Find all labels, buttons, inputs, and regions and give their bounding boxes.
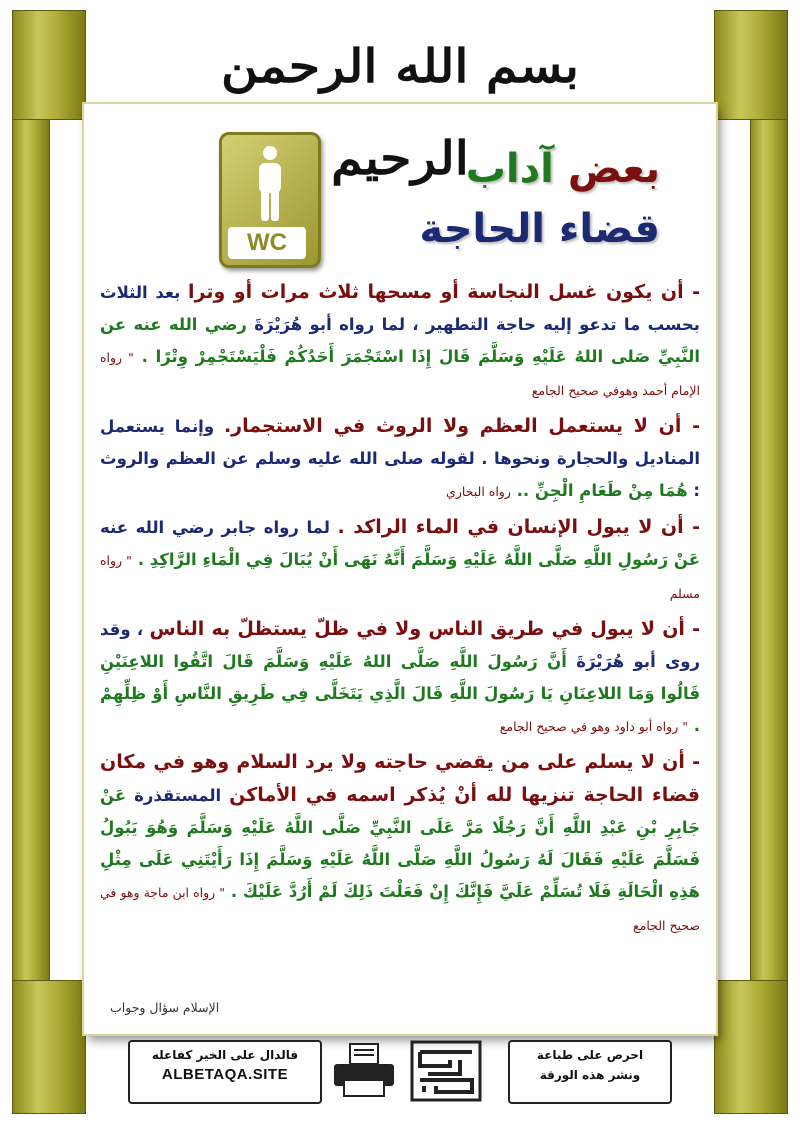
- wc-label: WC: [228, 227, 306, 259]
- footer-bar: [128, 1040, 672, 1102]
- frame-right-bottom: [714, 980, 788, 1114]
- item-citation: " رواه ابن ماجة وهو في صحيح الجامع: [100, 885, 700, 933]
- page-title-line1: [466, 146, 660, 192]
- title-word-baad: بعض: [567, 146, 660, 192]
- list-item: [100, 613, 700, 743]
- item-body: بعد الثلاث بحسب ما تدعو إليه حاجة التطهير ، لما رواه أبو هُرَيْرَةَ: [100, 283, 700, 334]
- footer-print-line1: احرص على طباعة: [536, 1048, 644, 1062]
- item-citation: " رواه مسلم: [100, 553, 700, 601]
- item-citation: " رواه أبو داود وهو في صحيح الجامع: [499, 719, 688, 734]
- list-item: [100, 276, 700, 407]
- item-citation: " رواه الإمام أحمد وهوفي صحيح الجامع: [100, 350, 700, 398]
- item-hadith: رضي الله عنه عن النَّبِيِّ صَلى اللهُ عَلَيْهِ وَسَلَّمَ قَالَ إِذَا اسْتَجْمَرَ أَحَدُكُمْ فَلْيَسْتَجْمِرْ وِتْرًا .: [100, 315, 701, 366]
- item-hadith: أَنَّ رَسُولَ اللَّهِ صَلَّى اللهُ عَلَيْهِ وَسَلَّمَ قَالَ اتَّقُوا اللاعِنَيْنِ قَالُوا وَمَا اللاعِنَانِ يَا رَسُولَ اللَّهِ قَالَ الَّذِي يَتَخَلَّى فِي طَرِيقِ النَّاسِ أَوْ ظِلِّهِمْ .: [100, 652, 700, 735]
- printer-icon: [330, 1042, 398, 1098]
- frame-right: [750, 10, 788, 1114]
- item-hadith: هُمَا مِنْ طَعَامِ الْجِنِّ ..: [516, 481, 688, 500]
- item-body: لما رواه جابر رضي الله عنه: [100, 518, 330, 537]
- page-title-line2: قضاء الحاجة: [419, 206, 660, 252]
- footer-print-line2: ونشر هذه الورقة: [539, 1068, 641, 1082]
- wc-sign: [219, 132, 321, 268]
- item-heading: - أن لا يستعمل العظم ولا الروث في الاستجمار.: [223, 415, 701, 437]
- item-heading: - أن لا يبول الإنسان في الماء الراكد .: [337, 516, 700, 538]
- basmala-calligraphy: بسم الله الرحمن الرحيم: [221, 39, 579, 185]
- item-heading: - أن لا يسلم على من يقضي حاجته ولا يرد السلام وهو في مكان قضاء الحاجة تنزيها لله أنْ يُذكر اسمه في الأماكن: [100, 751, 700, 806]
- footer-print-box: [508, 1040, 672, 1104]
- footer-website-box: [128, 1040, 322, 1104]
- frame-right-top: [714, 10, 788, 120]
- title-word-adab: آداب: [465, 146, 554, 192]
- person-icon: [250, 145, 290, 225]
- frame-left-top: [12, 10, 86, 120]
- source-note: الإسلام سؤال وجواب: [110, 1000, 220, 1015]
- etiquette-list: [100, 276, 700, 945]
- item-heading: - أن يكون غسل النجاسة أو مسحها ثلاث مرات أو وترا: [188, 281, 700, 303]
- item-body: المستقذرة: [134, 786, 222, 805]
- list-item: [100, 410, 700, 508]
- item-hadith: عَنْ جَابِرِ بْنِ عَبْدِ اللَّهِ أَنَّ رَجُلًا مَرَّ عَلَى النَّبِيِّ صَلَّى اللَّهُ عَلَيْهِ وَسَلَّمَ وَهُوَ يَبُولُ فَسَلَّمَ عَلَيْهِ فَقَالَ لَهُ رَسُولُ اللَّهِ صَلَّى اللَّهُ عَلَيْهِ وَسَلَّمَ إِذَا رَأَيْتَنِي عَلَى مِثْلِ هَذِهِ الْحَالَةِ فَلَا تُسَلِّمْ عَلَيَّ فَإِنَّكَ إِنْ فَعَلْتَ ذَلِكَ لَمْ أَرُدَّ عَلَيْكَ .: [100, 786, 700, 901]
- calligraphy-logo: [410, 1040, 482, 1102]
- list-item: [100, 746, 700, 942]
- frame-left: [12, 10, 50, 1114]
- item-heading: - أن لا يبول في طريق الناس ولا في ظلّ يستظلّ به الناس: [149, 618, 701, 640]
- footer-website[interactable]: ALBETAQA.SITE: [161, 1066, 289, 1083]
- item-body: ، وقد روى أبو هُرَيْرَةَ: [100, 620, 700, 671]
- frame-left-bottom: [12, 980, 86, 1114]
- list-item: [100, 511, 700, 610]
- item-citation: رواه البخاري: [446, 484, 511, 499]
- footer-proverb: فالدال على الخير كفاعله: [151, 1048, 299, 1062]
- item-hadith: عَنْ رَسُولِ اللَّهِ صَلَّى اللَّهُ عَلَيْهِ وَسَلَّمَ أَنَّهُ نَهَى أَنْ يُبَالَ فِي الْمَاءِ الرَّاكِدِ .: [137, 550, 700, 569]
- item-body: وإنما يستعمل المناديل والحجارة ونحوها . لقوله صلى الله عليه وسلم عن العظم والروث :: [100, 417, 700, 500]
